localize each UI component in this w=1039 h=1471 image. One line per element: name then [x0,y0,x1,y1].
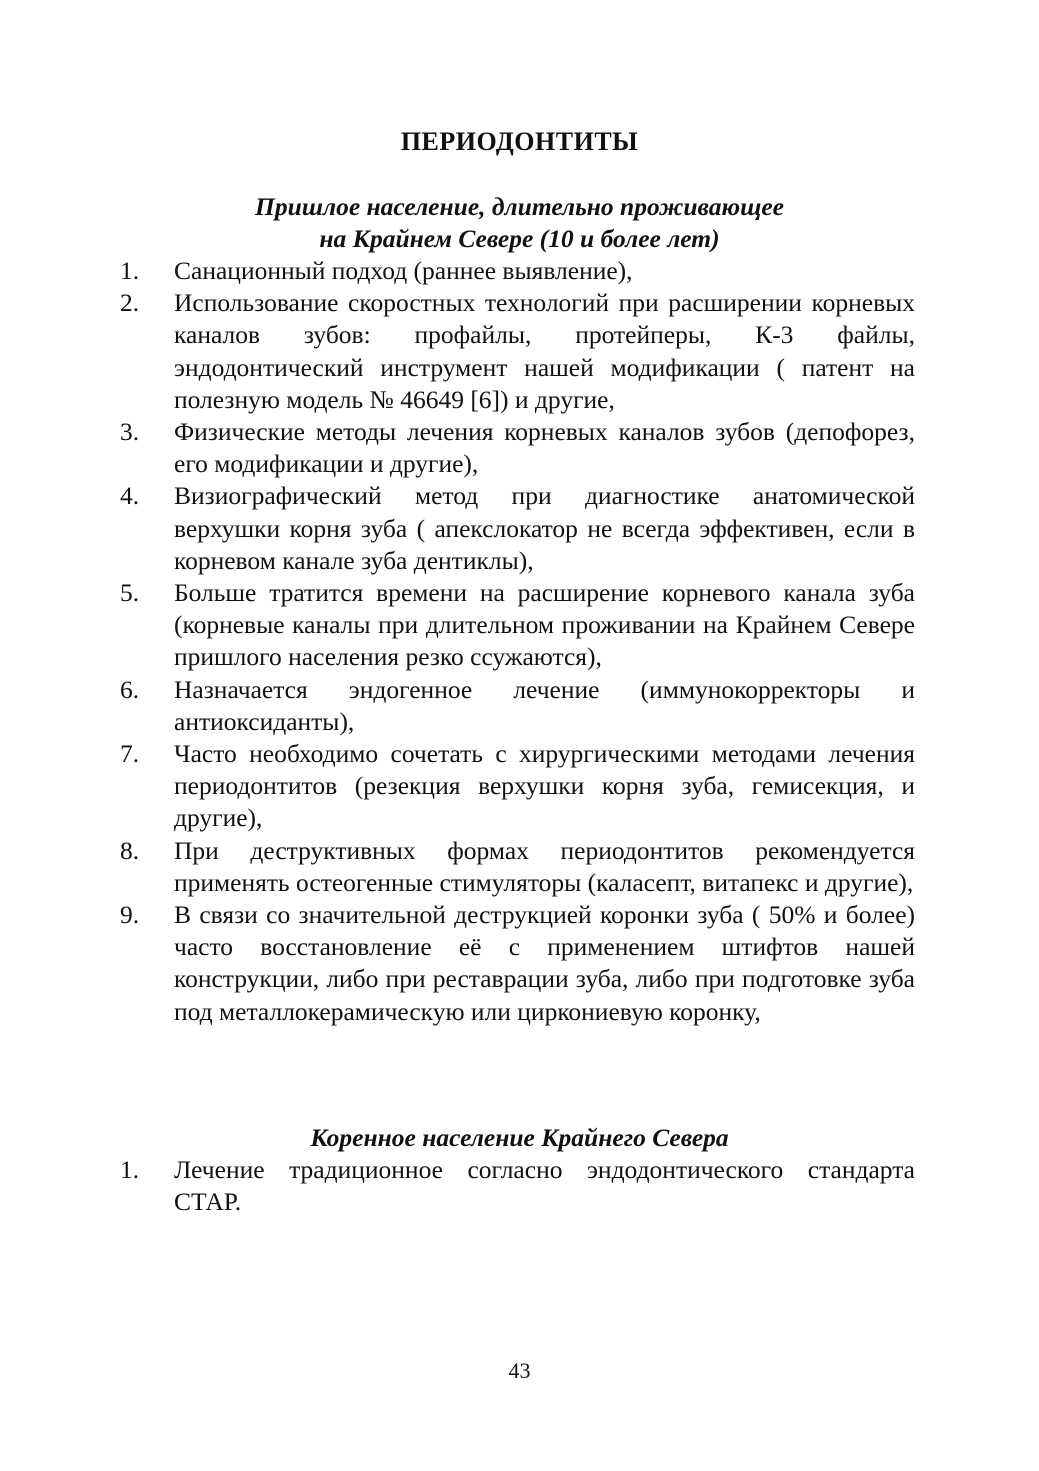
list-item-text: Часто необходимо сочетать с хирургическими методами лечения периодонтитов (резекция верхушки корня зуба, гемисекция, и другие), [174,739,915,833]
section-heading-line-2: на Крайнем Севере (10 и более лет) [319,224,720,253]
list-item-number: 1. [120,256,140,285]
section-heading-line-1: Пришлое население, длительно проживающее [254,192,784,221]
list-item-number: 5. [120,578,140,608]
list-item-number: 6. [120,674,140,704]
list-item [120,416,915,480]
list-item [120,738,915,835]
list-item-text: Лечение традиционное согласно эндодонтического стандарта СТАР. [174,1155,915,1217]
list-item [120,255,915,287]
list-item [120,577,915,674]
list-item [120,287,915,416]
list-item-number: 7. [120,739,140,769]
list-item [120,674,915,738]
list-item-text: При деструктивных формах периодонтитов рекомендуется применять остеогенные стимуляторы (каласепт, витапекс и другие), [174,835,915,897]
page-title: ПЕРИОДОНТИТЫ [400,127,639,156]
treatment-list-indigenous [120,1154,915,1218]
page-number: 43 [508,1358,531,1383]
list-item [120,835,915,899]
list-item-text: Физические методы лечения корневых каналов зубов (депофорез, его модификации и другие), [174,417,915,479]
list-item-number: 9. [120,900,140,930]
list-item-number: 2. [120,288,140,318]
section-heading-indigenous-population: Коренное население Крайнего Севера [310,1123,729,1152]
list-item [120,1154,915,1218]
list-item-text: Больше тратится времени на расширение корневого канала зуба (корневые каналы при длительном проживании на Крайнем Севере пришлого населения резко ссужаются), [174,578,915,672]
list-item-text: Назначается эндогенное лечение (иммунокорректоры и антиоксиданты), [174,674,915,736]
list-item [120,480,915,577]
list-item-number: 1. [120,1155,140,1184]
list-item-text: В связи со значительной деструкцией коронки зуба ( 50% и более) часто восстановление её с применением штифтов нашей конструкции, либо при реставрации зуба, либо при подготовке зуба под металлокерамическую или циркониевую коронку, [174,900,915,1026]
list-item-text: Санационный подход (раннее выявление), [174,256,633,285]
list-item-number: 3. [120,417,140,447]
list-item-number: 8. [120,835,140,865]
treatment-list-migrant [120,255,915,1028]
list-item-number: 4. [120,481,140,511]
list-item-text: Использование скоростных технологий при расширении корневых каналов зубов: профайлы, протейперы, К-3 файлы, эндодонтический инструмент нашей модификации ( патент на полезную модель № 46649 [6]) и другие, [174,288,915,414]
section-heading-migrant-population [0,191,1039,255]
list-item [120,899,915,1028]
list-item-text: Визиографический метод при диагностике анатомической верхушки корня зуба ( апекслокатор не всегда эффективен, если в корневом канале зуба дентиклы), [174,481,915,575]
